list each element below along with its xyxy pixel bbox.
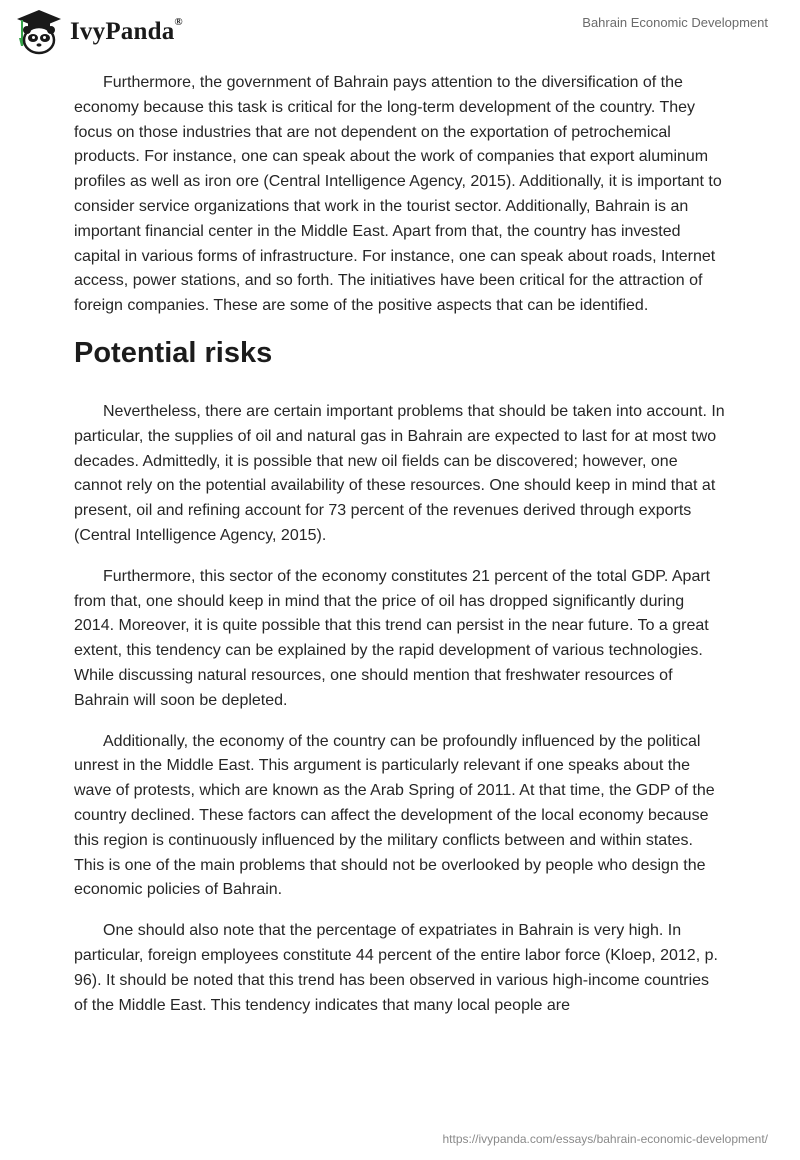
page-header [0,0,800,70]
body-paragraph: Furthermore, this sector of the economy constitutes 21 percent of the total GDP. Apart from that, one should keep in mind that the price of oil has dropped significantly during 2014. Moreover, it is quite possible that this trend can persist in the near future. To a great extent, this tendency can be explained by the rapid development of various technologies. While discussing natural resources, one should mention that freshwater resources of Bahrain will soon be depleted. [74,567,711,709]
ivypanda-logo[interactable] [14,8,183,56]
panda-graduate-icon [14,8,64,56]
brand-name: IvyPanda® [70,16,183,45]
source-url[interactable]: https://ivypanda.com/essays/bahrain-economic-development/ [442,1132,768,1146]
document-title: Bahrain Economic Development [582,15,768,30]
body-paragraph: Nevertheless, there are certain important problems that should be taken into account. In particular, the supplies of oil and natural gas in Bahrain are expected to last for at most two decades. Admittedly, it is possible that new oil fields can be discovered; however, one cannot rely on the potential availability of these resources. One should keep in mind that at present, oil and refining account for 73 percent of the revenues derived through exports (Central Intelligence Agency, 2015). [74,402,725,544]
section-heading: Potential risks [74,336,273,369]
trademark-symbol: ® [174,16,183,28]
intro-paragraph: Furthermore, the government of Bahrain pays attention to the diversification of the economy because this task is critical for the long-term development of the country. They focus on those industries that are not dependent on the exportation of petrochemical products. For instance, one can speak about the work of companies that export aluminum profiles as well as iron ore (Central Intelligence Agency, 2015). Additionally, it is important to consider service organizations that work in the tourist sector. Additionally, Bahrain is an important financial center in the Middle East. Apart from that, the country has invested capital in various forms of infrastructure. For instance, one can speak about roads, Internet access, power stations, and so forth. The initiatives have been critical for the attraction of foreign companies. These are some of the positive aspects that can be identified. [74,74,722,315]
body-paragraph: Additionally, the economy of the country can be profoundly influenced by the political unrest in the Middle East. This argument is particularly relevant if one speaks about the wave of protests, which are known as the Arab Spring of 2011. At that time, the GDP of the country declined. These factors can affect the development of the local economy because this region is continuously influenced by the military conflicts between and within states. This is one of the main problems that should not be overlooked by people who design the economic policies of Bahrain. [74,732,715,899]
essay-body [74,71,726,1034]
body-paragraph: One should also note that the percentage of expatriates in Bahrain is very high. In particular, foreign employees constitute 44 percent of the entire labor force (Kloep, 2012, p. 96). It should be noted that this trend has been observed in various high-income countries of the Middle East. This tendency indicates that many local people are [74,922,718,1014]
